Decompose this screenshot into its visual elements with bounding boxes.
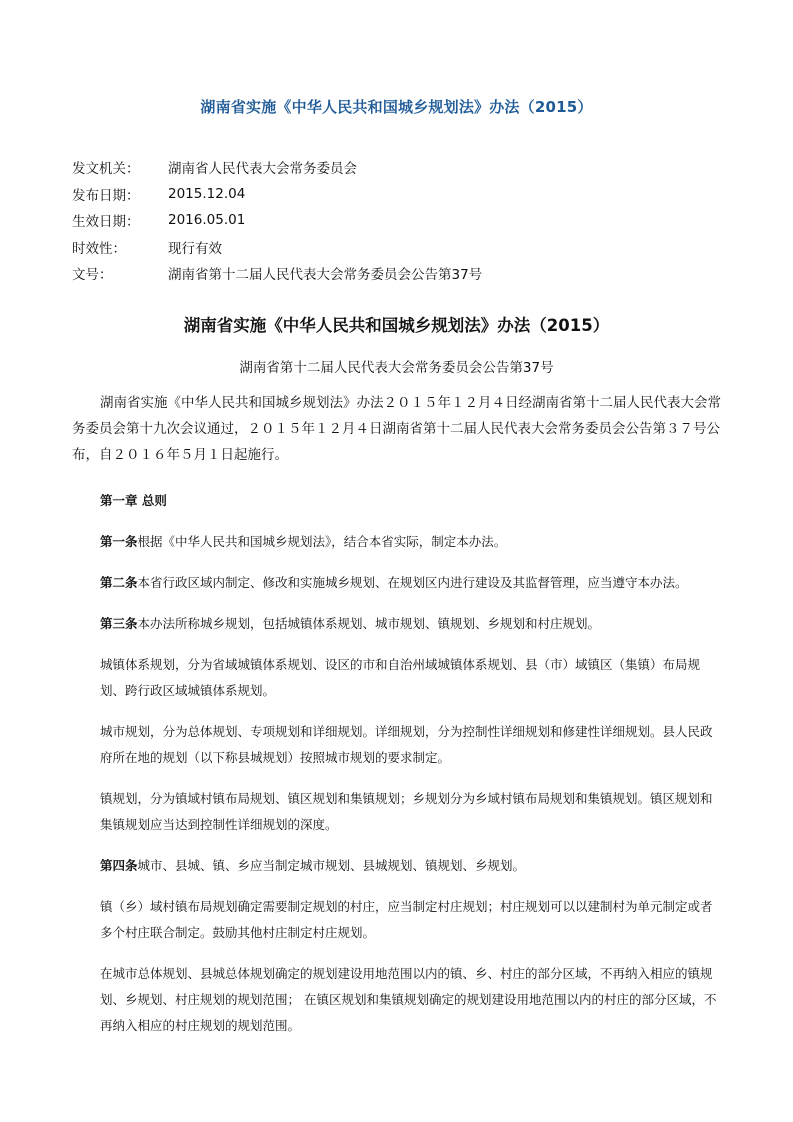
metadata-table bbox=[72, 154, 732, 287]
article-4-paragraph-2: 镇（乡）域村镇布局规划确定需要制定规划的村庄，应当制定村庄规划；村庄规划可以以建制村为单元制定或者多个村庄联合制定。鼓励其他村庄制定村庄规划。 bbox=[100, 899, 713, 940]
announcement-subtitle: 湖南省第十二届人民代表大会常务委员会公告第37号 bbox=[239, 360, 554, 376]
article-label: 第四条 bbox=[100, 858, 138, 873]
meta-row-effective-date bbox=[72, 207, 732, 234]
meta-row-document-number bbox=[72, 260, 732, 287]
article-4-paragraph-3: 在城市总体规划、县城总体规划确定的规划建设用地范围以内的镇、乡、村庄的部分区域，不再纳入相应的镇规划、乡规划、村庄规划的规划范围； 在镇区规划和集镇规划确定的规划建设用地范围以内的村庄的部分区域，不再纳入相应的村庄规划的规划范围。 bbox=[100, 966, 717, 1033]
meta-label: 时效性： bbox=[72, 240, 126, 257]
article-text: 城市、县城、镇、乡应当制定城市规划、县城规划、镇规划、乡规划。 bbox=[137, 858, 526, 873]
document-header-title: 湖南省实施《中华人民共和国城乡规划法》办法（2015） bbox=[200, 98, 593, 116]
intro-paragraph: 湖南省实施《中华人民共和国城乡规划法》办法２０１５年１２月４日经湖南省第十二届人民代表大会常务委员会第十九次会议通过，２０１５年１２月４日湖南省第十二届人民代表大会常务委员会公告第３７号公布，自２０１６年５月１日起施行。 bbox=[72, 395, 721, 463]
article-2 bbox=[100, 570, 718, 596]
article-text: 本办法所称城乡规划，包括城镇体系规划、城市规划、镇规划、乡规划和村庄规划。 bbox=[137, 616, 601, 631]
meta-value: 2016.05.01 bbox=[168, 212, 246, 229]
article-3 bbox=[100, 611, 718, 637]
meta-label: 生效日期： bbox=[72, 214, 140, 231]
meta-label: 文号： bbox=[72, 267, 113, 284]
article-3-paragraph-3: 城市规划，分为总体规划、专项规划和详细规划。详细规划，分为控制性详细规划和修建性详细规划。县人民政府所在地的规划（以下称县城规划）按照城市规划的要求制定。 bbox=[100, 724, 713, 765]
article-3-paragraph-2: 城镇体系规划，分为省域城镇体系规划、设区的市和自治州域城镇体系规划、县（市）域镇区（集镇）布局规划、跨行政区域城镇体系规划。 bbox=[100, 657, 701, 698]
article-3-paragraph-4: 镇规划，分为镇域村镇布局规划、镇区规划和集镇规划；乡规划分为乡域村镇布局规划和集镇规划。镇区规划和集镇规划应当达到控制性详细规划的深度。 bbox=[100, 791, 713, 832]
article-label: 第三条 bbox=[100, 616, 138, 631]
article-1 bbox=[100, 529, 718, 555]
article-text: 本省行政区域内制定、修改和实施城乡规划、在规划区内进行建设及其监督管理，应当遵守本办法。 bbox=[137, 575, 688, 590]
meta-row-status bbox=[72, 234, 732, 261]
article-text: 根据《中华人民共和国城乡规划法》，结合本省实际，制定本办法。 bbox=[137, 534, 507, 549]
article-label: 第一条 bbox=[100, 534, 138, 549]
chapter-heading: 第一章 总则 bbox=[100, 493, 167, 508]
meta-value: 湖南省人民代表大会常务委员会 bbox=[168, 161, 357, 178]
meta-row-publish-date bbox=[72, 181, 732, 208]
meta-label: 发布日期： bbox=[72, 187, 140, 204]
meta-row-issuer bbox=[72, 154, 732, 181]
meta-value: 湖南省第十二届人民代表大会常务委员会公告第37号 bbox=[168, 267, 483, 284]
main-title: 湖南省实施《中华人民共和国城乡规划法》办法（2015） bbox=[183, 316, 610, 335]
meta-value: 现行有效 bbox=[168, 240, 222, 257]
meta-value: 2015.12.04 bbox=[168, 185, 246, 202]
article-4 bbox=[100, 853, 718, 879]
document-body bbox=[100, 488, 718, 1054]
article-label: 第二条 bbox=[100, 575, 138, 590]
meta-label: 发文机关： bbox=[72, 161, 140, 178]
